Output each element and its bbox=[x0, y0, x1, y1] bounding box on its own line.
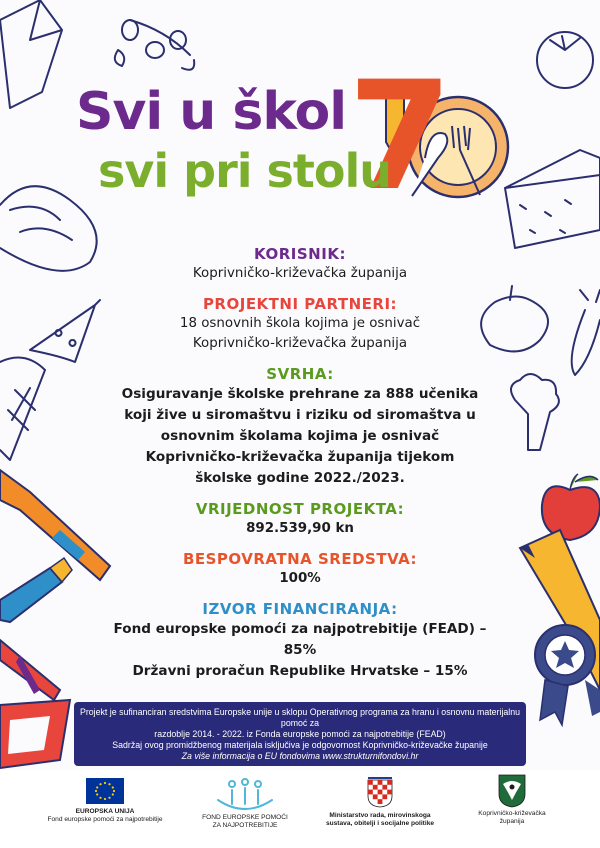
ministry-logo-line-1: Ministarstvo rada, mirovinskoga bbox=[329, 812, 431, 819]
title-digit-seven: 7 bbox=[348, 50, 453, 224]
ministry-logo bbox=[310, 770, 450, 828]
value-heading: VRIJEDNOST PROJEKTA: bbox=[195, 500, 405, 518]
eu-flag-icon bbox=[86, 778, 124, 804]
purpose-line-2: koji žive u siromaštvu i riziku od siromaštva u bbox=[124, 407, 476, 423]
fead-logo-line-1: FOND EUROPSKE POMOĆI bbox=[202, 814, 288, 821]
funding-note-line-4: Za više informacija o EU fondovima www.strukturnifondovi.hr bbox=[181, 751, 419, 761]
olive-branch-doodle bbox=[115, 20, 194, 70]
purpose-line-5: školske godine 2022./2023. bbox=[195, 470, 405, 486]
ruler-doodle bbox=[0, 700, 70, 768]
broccoli-doodle bbox=[511, 374, 559, 450]
value-amount: 892.539,90 kn bbox=[246, 521, 354, 536]
partners-line-2: Koprivničko-križevačka županija bbox=[192, 336, 408, 351]
logo-footer bbox=[0, 770, 600, 848]
project-info bbox=[100, 244, 500, 682]
funding-note-box bbox=[74, 702, 526, 766]
eu-logo-line-1: EUROPSKA UNIJA bbox=[75, 808, 135, 815]
marker-doodle-left bbox=[0, 558, 72, 700]
milk-carton-doodle bbox=[0, 0, 62, 108]
county-logo-line-1: Koprivničko-križevačka bbox=[478, 810, 546, 817]
carrot-doodle bbox=[572, 290, 600, 375]
korisnik-heading: KORISNIK: bbox=[254, 245, 346, 263]
fead-logo bbox=[190, 770, 300, 830]
title-line-1: Svi u škol bbox=[76, 82, 347, 142]
korisnik-value: Koprivničko-križevačka županija bbox=[192, 266, 408, 281]
medal-doodle bbox=[535, 625, 600, 725]
partners-heading: PROJEKTNI PARTNERI: bbox=[202, 295, 398, 313]
title-line-2: svi pri stolu bbox=[98, 144, 392, 198]
funding-source-line-1: Fond europske pomoći za najpotrebitije (FEAD) – 85% bbox=[113, 621, 487, 658]
fead-logo-line-2: ZA NAJPOTREBITIJE bbox=[212, 822, 278, 829]
purpose-line-3: osnovnim školama kojima je osnivač bbox=[160, 428, 440, 444]
funding-note-line-3: Sadržaj ovog promidžbenog materijala isključiva je odgovornost Koprivničko-križevačke županije bbox=[112, 740, 488, 750]
eu-logo bbox=[30, 770, 180, 824]
eu-logo-line-2: Fond europske pomoći za najpotrebitije bbox=[47, 816, 163, 823]
county-logo bbox=[462, 770, 562, 826]
pen-doodle-left bbox=[0, 470, 110, 580]
funding-note-line-1: Projekt je sufinanciran sredstvima Europske unije u sklopu Operativnog programa za hranu i osnovnu materijalnu pomoć za bbox=[79, 707, 521, 728]
funding-source-heading: IZVOR FINANCIRANJA: bbox=[202, 600, 398, 618]
funding-note-line-2: razdoblje 2014. - 2022. iz Fonda europske pomoći za najpotrebitije (FEAD) bbox=[154, 729, 446, 739]
pizza-slice-doodle bbox=[30, 300, 100, 362]
county-logo-line-2: županija bbox=[499, 818, 525, 825]
grant-heading: BESPOVRATNA SREDSTVA: bbox=[182, 550, 418, 568]
baguette-doodle bbox=[0, 186, 97, 271]
grant-value: 100% bbox=[279, 571, 321, 586]
croatian-coat-of-arms-icon bbox=[367, 776, 393, 808]
purpose-heading: SVRHA: bbox=[266, 365, 334, 383]
ministry-logo-line-2: sustava, obitelji i socijalne politike bbox=[325, 820, 435, 827]
tomato-doodle bbox=[537, 32, 593, 88]
apple-doodle bbox=[542, 474, 600, 540]
partners-line-1: 18 osnovnih škola kojima je osnivač bbox=[179, 316, 421, 331]
ice-cream-doodle bbox=[0, 358, 45, 461]
funding-source-line-2: Državni proračun Republike Hrvatske – 15% bbox=[132, 663, 468, 679]
fead-people-icon bbox=[210, 778, 280, 812]
purpose-line-1: Osiguravanje školske prehrane za 888 učenika bbox=[121, 386, 479, 402]
county-coat-of-arms-icon bbox=[498, 774, 526, 808]
cheese-doodle bbox=[505, 150, 600, 248]
purpose-line-4: Koprivničko-križevačka županija tijekom bbox=[145, 449, 455, 465]
